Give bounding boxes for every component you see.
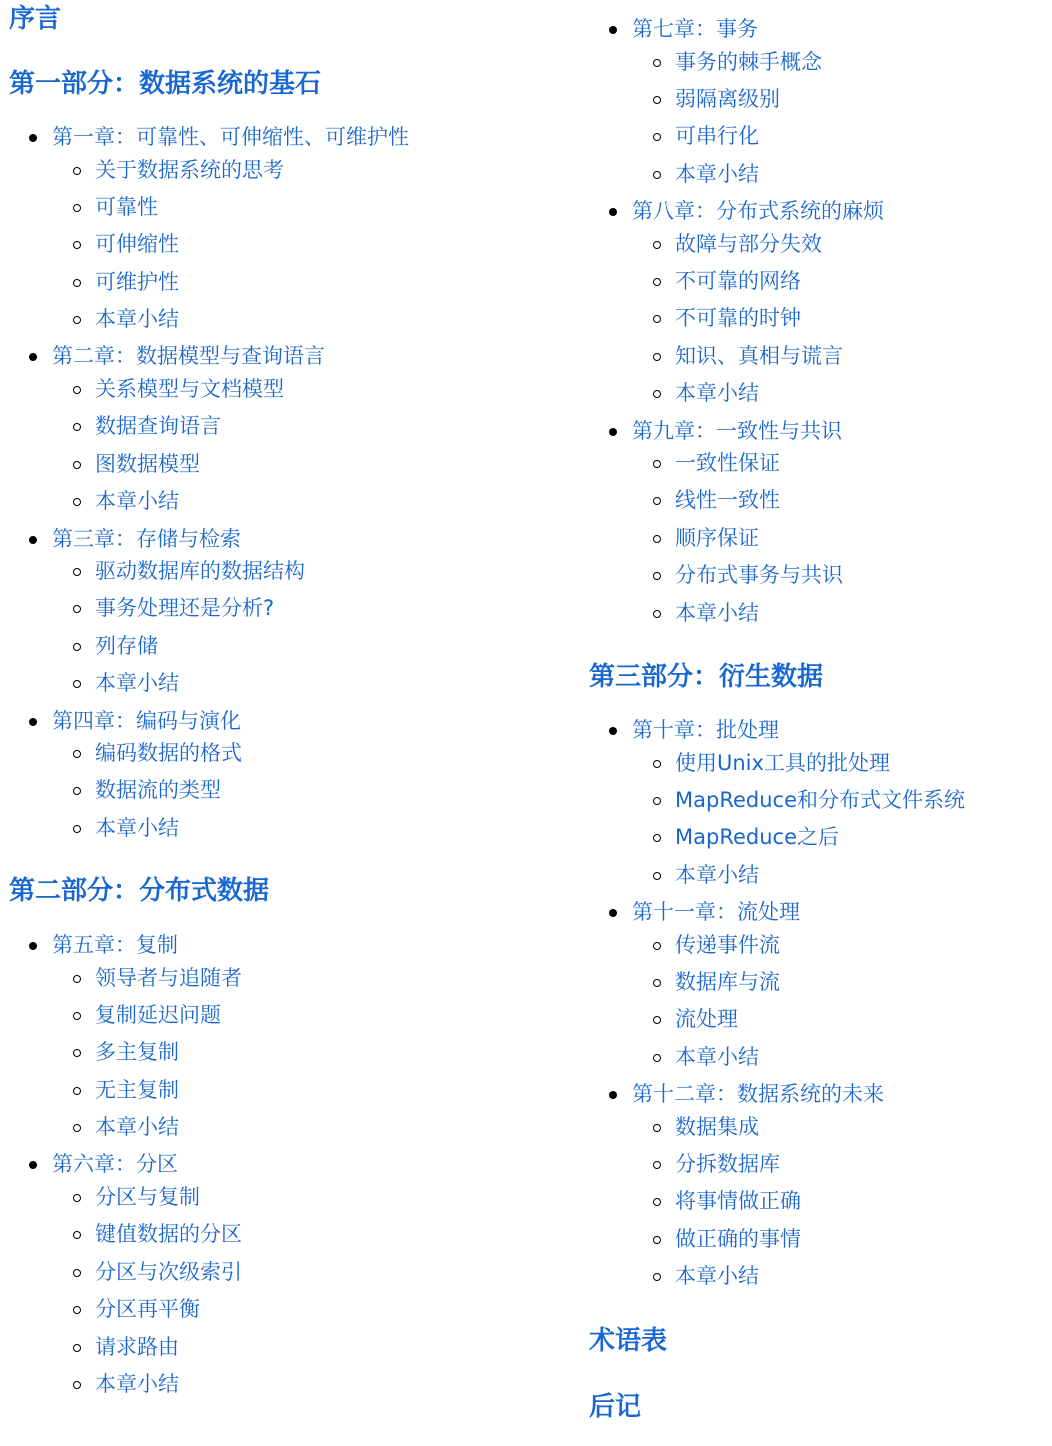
section-item bbox=[632, 300, 1044, 337]
section-link[interactable]: 本章小结 bbox=[95, 1115, 179, 1140]
chapter-link[interactable]: 第一章：可靠性、可伸缩性、可维护性 bbox=[52, 125, 409, 149]
chapter-link[interactable]: 第九章：一致性与共识 bbox=[632, 418, 842, 443]
section-link[interactable]: 驱动数据库的数据结构 bbox=[95, 559, 305, 584]
bullet-circle-icon bbox=[73, 1049, 81, 1057]
section-item bbox=[52, 1329, 549, 1366]
section-list bbox=[632, 1109, 1044, 1296]
section-link[interactable]: 使用Unix工具的批处理 bbox=[675, 750, 890, 775]
section-item bbox=[632, 557, 1044, 594]
section-list bbox=[632, 445, 1044, 632]
section-item bbox=[52, 735, 549, 772]
chapter-link[interactable]: 第十章：批处理 bbox=[632, 718, 779, 742]
section-item bbox=[632, 782, 1044, 819]
bullet-disc-icon bbox=[29, 353, 37, 361]
section-item bbox=[52, 301, 549, 338]
chapter-link[interactable]: 第十二章：数据系统的未来 bbox=[632, 1082, 884, 1107]
bullet-circle-icon bbox=[653, 572, 661, 580]
bullet-circle-icon bbox=[73, 1087, 81, 1095]
bullet-circle-icon bbox=[653, 96, 661, 104]
section-link[interactable]: 可串行化 bbox=[675, 124, 759, 149]
section-link[interactable]: 本章小结 bbox=[675, 862, 759, 887]
section-list bbox=[52, 371, 549, 521]
section-item bbox=[52, 1216, 549, 1253]
part1-chapter-list bbox=[9, 119, 549, 847]
bullet-circle-icon bbox=[653, 460, 661, 468]
section-item bbox=[52, 226, 549, 263]
section-list bbox=[632, 226, 1044, 413]
section-item bbox=[52, 483, 549, 520]
bullet-circle-icon bbox=[73, 787, 81, 795]
chapter-item bbox=[589, 413, 1044, 632]
chapter-link[interactable]: 第十一章：流处理 bbox=[632, 900, 800, 925]
bullet-circle-icon bbox=[73, 423, 81, 431]
section-item bbox=[632, 927, 1044, 964]
section-link[interactable]: 将事情做正确 bbox=[675, 1189, 801, 1214]
section-item bbox=[632, 263, 1044, 300]
chapter-item bbox=[589, 1076, 1044, 1295]
section-link[interactable]: 顺序保证 bbox=[675, 525, 759, 550]
section-item bbox=[52, 1109, 549, 1146]
chapter-item bbox=[9, 521, 549, 703]
section-item bbox=[52, 1034, 549, 1071]
bullet-circle-icon bbox=[653, 133, 661, 141]
section-list bbox=[632, 745, 1044, 895]
bullet-circle-icon bbox=[73, 1124, 81, 1132]
section-link[interactable]: 关于数据系统的思考 bbox=[95, 157, 284, 182]
section-link[interactable]: 数据流的类型 bbox=[95, 778, 221, 803]
bullet-circle-icon bbox=[73, 279, 81, 287]
section-item bbox=[632, 1001, 1044, 1038]
section-list bbox=[52, 735, 549, 847]
bullet-disc-icon bbox=[609, 26, 617, 34]
section-item bbox=[52, 997, 549, 1034]
section-link[interactable]: 本章小结 bbox=[95, 1371, 179, 1396]
section-item bbox=[632, 226, 1044, 263]
section-link[interactable]: 编码数据的格式 bbox=[95, 741, 242, 766]
bullet-circle-icon bbox=[653, 497, 661, 505]
part3-chapter-list bbox=[589, 712, 1044, 1296]
bullet-circle-icon bbox=[653, 315, 661, 323]
section-list bbox=[632, 927, 1044, 1077]
bullet-circle-icon bbox=[653, 390, 661, 398]
bullet-circle-icon bbox=[73, 643, 81, 651]
section-link[interactable]: 本章小结 bbox=[95, 815, 179, 840]
section-item bbox=[52, 553, 549, 590]
section-link[interactable]: 事务处理还是分析? bbox=[95, 596, 275, 621]
section-item bbox=[52, 408, 549, 445]
bullet-circle-icon bbox=[653, 1054, 661, 1062]
bullet-circle-icon bbox=[653, 872, 661, 880]
chapter-link[interactable]: 第四章：编码与演化 bbox=[52, 708, 241, 733]
bullet-circle-icon bbox=[73, 1344, 81, 1352]
bullet-circle-icon bbox=[73, 167, 81, 175]
chapter-link[interactable]: 第二章：数据模型与查询语言 bbox=[52, 344, 325, 369]
part2-heading[interactable]: 第二部分：分布式数据 bbox=[9, 876, 270, 906]
section-item bbox=[632, 482, 1044, 519]
bullet-circle-icon bbox=[653, 942, 661, 950]
section-link[interactable]: 请求路由 bbox=[95, 1334, 179, 1359]
bullet-circle-icon bbox=[653, 278, 661, 286]
section-link[interactable]: 复制延迟问题 bbox=[95, 1002, 221, 1027]
section-item bbox=[52, 1366, 549, 1403]
section-item bbox=[52, 1179, 549, 1216]
section-link[interactable]: 事务的棘手概念 bbox=[675, 49, 822, 74]
section-link[interactable]: 本章小结 bbox=[675, 1264, 759, 1289]
bullet-disc-icon bbox=[609, 727, 617, 735]
section-link[interactable]: 流处理 bbox=[675, 1007, 738, 1032]
section-item bbox=[632, 118, 1044, 155]
section-item bbox=[632, 1039, 1044, 1076]
section-link[interactable]: 本章小结 bbox=[95, 489, 179, 514]
section-link[interactable]: MapReduce之后 bbox=[675, 825, 839, 850]
bullet-disc-icon bbox=[29, 942, 37, 950]
bullet-circle-icon bbox=[73, 241, 81, 249]
section-link[interactable]: 数据集成 bbox=[675, 1114, 759, 1139]
section-item bbox=[632, 156, 1044, 193]
bullet-circle-icon bbox=[653, 171, 661, 179]
section-item bbox=[52, 1072, 549, 1109]
chapter-link[interactable]: 第五章：复制 bbox=[52, 933, 178, 957]
bullet-circle-icon bbox=[73, 1012, 81, 1020]
section-item bbox=[632, 44, 1044, 81]
bullet-circle-icon bbox=[73, 461, 81, 469]
chapter-item bbox=[9, 119, 549, 338]
bullet-circle-icon bbox=[653, 241, 661, 249]
afterword-heading[interactable]: 后记 bbox=[589, 1392, 642, 1422]
section-link[interactable]: 可伸缩性 bbox=[95, 232, 179, 257]
section-item bbox=[52, 152, 549, 189]
bullet-disc-icon bbox=[29, 536, 37, 544]
section-item bbox=[52, 810, 549, 847]
section-link[interactable]: 不可靠的网络 bbox=[675, 268, 801, 293]
part3-heading[interactable]: 第三部分：衍生数据 bbox=[589, 662, 824, 692]
bullet-circle-icon bbox=[653, 1273, 661, 1281]
chapter-item bbox=[9, 927, 549, 1146]
section-item bbox=[632, 819, 1044, 856]
chapter-link[interactable]: 第八章：分布式系统的麻烦 bbox=[632, 199, 884, 224]
bullet-circle-icon bbox=[653, 59, 661, 67]
bullet-circle-icon bbox=[73, 498, 81, 506]
part2-chapter-list-continued bbox=[589, 11, 1044, 632]
chapter-item bbox=[9, 338, 549, 520]
section-item bbox=[632, 1221, 1044, 1258]
section-link[interactable]: 分区与复制 bbox=[95, 1184, 200, 1209]
bullet-circle-icon bbox=[73, 1269, 81, 1277]
section-link[interactable]: 本章小结 bbox=[95, 671, 179, 696]
section-item bbox=[52, 628, 549, 665]
section-link[interactable]: 键值数据的分区 bbox=[95, 1222, 242, 1247]
bullet-circle-icon bbox=[73, 1231, 81, 1239]
section-link[interactable]: 线性一致性 bbox=[675, 488, 780, 513]
bullet-circle-icon bbox=[73, 386, 81, 394]
chapter-link[interactable]: 第三章：存储与检索 bbox=[52, 526, 241, 551]
bullet-circle-icon bbox=[73, 1194, 81, 1202]
bullet-disc-icon bbox=[29, 134, 37, 142]
section-item bbox=[52, 772, 549, 809]
section-link[interactable]: 分区再平衡 bbox=[95, 1297, 200, 1322]
section-link[interactable]: 数据库与流 bbox=[675, 969, 780, 994]
section-item bbox=[632, 520, 1044, 557]
section-link[interactable]: 列存储 bbox=[95, 633, 158, 658]
section-link[interactable]: 数据查询语言 bbox=[95, 414, 221, 439]
bullet-circle-icon bbox=[653, 1198, 661, 1206]
chapter-link[interactable]: 第七章：事务 bbox=[632, 17, 758, 41]
bullet-circle-icon bbox=[653, 834, 661, 842]
section-link[interactable]: 本章小结 bbox=[675, 1044, 759, 1069]
bullet-disc-icon bbox=[609, 1091, 617, 1099]
bullet-circle-icon bbox=[73, 680, 81, 688]
section-link[interactable]: 可维护性 bbox=[95, 269, 179, 294]
section-item bbox=[52, 264, 549, 301]
section-item bbox=[632, 1183, 1044, 1220]
bullet-circle-icon bbox=[653, 1124, 661, 1132]
section-item bbox=[632, 445, 1044, 482]
section-link[interactable]: 本章小结 bbox=[675, 381, 759, 406]
bullet-circle-icon bbox=[653, 760, 661, 768]
chapter-item bbox=[9, 703, 549, 848]
part2-chapter-list bbox=[9, 927, 549, 1403]
bullet-circle-icon bbox=[653, 610, 661, 618]
section-link[interactable]: MapReduce和分布式文件系统 bbox=[675, 787, 965, 812]
section-item bbox=[52, 960, 549, 997]
bullet-circle-icon bbox=[653, 979, 661, 987]
section-item bbox=[52, 665, 549, 702]
bullet-circle-icon bbox=[73, 1306, 81, 1314]
section-link[interactable]: 弱隔离级别 bbox=[675, 86, 780, 111]
section-link[interactable]: 知识、真相与谎言 bbox=[675, 343, 843, 368]
bullet-disc-icon bbox=[29, 718, 37, 726]
chapter-item bbox=[589, 712, 1044, 894]
section-item bbox=[632, 1109, 1044, 1146]
section-link[interactable]: 多主复制 bbox=[95, 1040, 179, 1065]
section-link[interactable]: 分拆数据库 bbox=[675, 1152, 780, 1177]
section-item bbox=[52, 1291, 549, 1328]
preface-heading[interactable]: 序言 bbox=[9, 4, 62, 34]
section-link[interactable]: 故障与部分失效 bbox=[675, 231, 822, 256]
section-item bbox=[52, 446, 549, 483]
section-link[interactable]: 传递事件流 bbox=[675, 932, 780, 957]
section-list bbox=[52, 553, 549, 703]
section-link[interactable]: 领导者与追随者 bbox=[95, 965, 242, 990]
section-item bbox=[632, 375, 1044, 412]
section-link[interactable]: 图数据模型 bbox=[95, 451, 200, 476]
section-link[interactable]: 不可靠的时钟 bbox=[675, 306, 801, 331]
bullet-circle-icon bbox=[653, 1016, 661, 1024]
section-link[interactable]: 做正确的事情 bbox=[675, 1226, 801, 1251]
section-item bbox=[632, 964, 1044, 1001]
bullet-disc-icon bbox=[609, 909, 617, 917]
bullet-disc-icon bbox=[609, 428, 617, 436]
section-list bbox=[632, 44, 1044, 194]
section-item bbox=[632, 857, 1044, 894]
section-link[interactable]: 无主复制 bbox=[95, 1077, 179, 1102]
bullet-circle-icon bbox=[73, 204, 81, 212]
bullet-circle-icon bbox=[653, 1161, 661, 1169]
section-item bbox=[632, 1258, 1044, 1295]
section-list bbox=[52, 960, 549, 1147]
chapter-item bbox=[9, 1146, 549, 1403]
section-link[interactable]: 一致性保证 bbox=[675, 451, 780, 476]
bullet-circle-icon bbox=[73, 1381, 81, 1389]
bullet-disc-icon bbox=[609, 208, 617, 216]
section-item bbox=[52, 1254, 549, 1291]
section-item bbox=[632, 745, 1044, 782]
section-link[interactable]: 关系模型与文档模型 bbox=[95, 376, 284, 401]
section-item bbox=[52, 371, 549, 408]
chapter-link[interactable]: 第六章：分区 bbox=[52, 1152, 178, 1177]
glossary-heading[interactable]: 术语表 bbox=[589, 1326, 668, 1356]
bullet-disc-icon bbox=[29, 1161, 37, 1169]
chapter-item bbox=[589, 894, 1044, 1076]
section-link[interactable]: 分布式事务与共识 bbox=[675, 563, 843, 588]
chapter-item bbox=[589, 193, 1044, 412]
section-link[interactable]: 本章小结 bbox=[675, 161, 759, 186]
section-link[interactable]: 分区与次级索引 bbox=[95, 1259, 242, 1284]
chapter-item bbox=[589, 11, 1044, 193]
bullet-circle-icon bbox=[653, 535, 661, 543]
section-list bbox=[52, 152, 549, 339]
section-item bbox=[52, 189, 549, 226]
bullet-circle-icon bbox=[73, 975, 81, 983]
bullet-circle-icon bbox=[73, 605, 81, 613]
bullet-circle-icon bbox=[653, 797, 661, 805]
section-link[interactable]: 本章小结 bbox=[675, 600, 759, 625]
section-item bbox=[632, 338, 1044, 375]
bullet-circle-icon bbox=[73, 316, 81, 324]
section-item bbox=[632, 1146, 1044, 1183]
bullet-circle-icon bbox=[73, 825, 81, 833]
section-link[interactable]: 可靠性 bbox=[95, 194, 158, 219]
bullet-circle-icon bbox=[73, 750, 81, 758]
section-item bbox=[632, 595, 1044, 632]
section-item bbox=[52, 590, 549, 627]
bullet-circle-icon bbox=[653, 1236, 661, 1244]
bullet-circle-icon bbox=[653, 353, 661, 361]
section-item bbox=[632, 81, 1044, 118]
bullet-circle-icon bbox=[73, 568, 81, 576]
section-list bbox=[52, 1179, 549, 1403]
part1-heading[interactable]: 第一部分：数据系统的基石 bbox=[9, 69, 322, 99]
section-link[interactable]: 本章小结 bbox=[95, 307, 179, 332]
